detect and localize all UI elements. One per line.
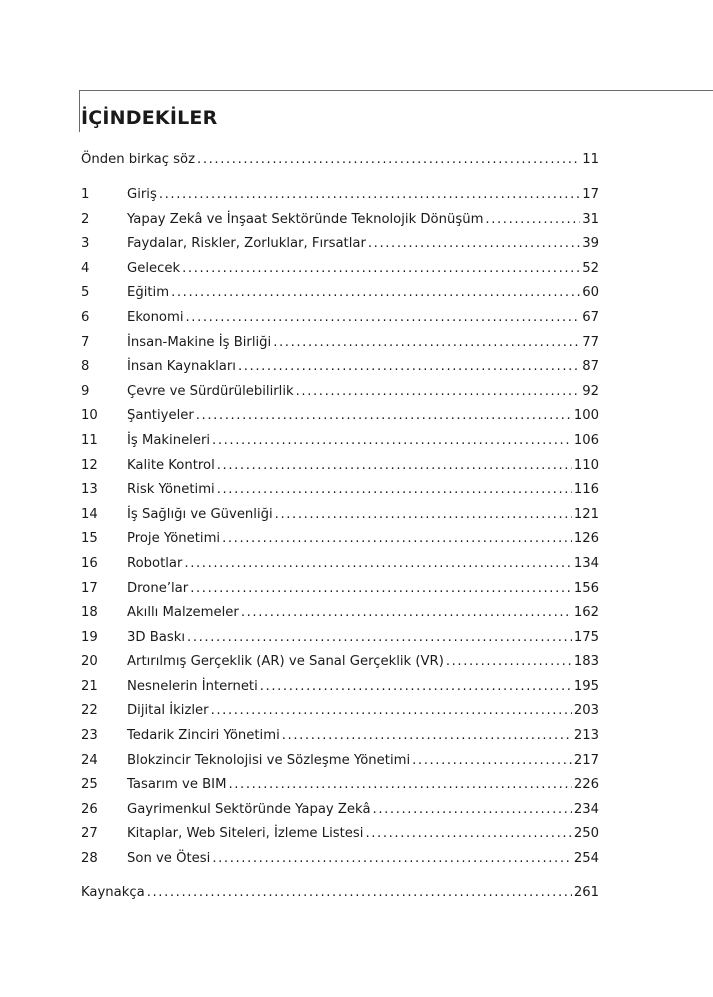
toc-entry-chapter[interactable]	[81, 281, 599, 306]
toc-entry-preface[interactable]	[81, 148, 599, 173]
toc-entry-chapter[interactable]	[81, 822, 599, 847]
toc-entry-page: 261	[573, 885, 599, 900]
toc-entry-number: 27	[81, 826, 98, 842]
toc-entry-page: 195	[573, 678, 599, 694]
toc-entry-number: 4	[81, 260, 90, 276]
toc-entry-page: 162	[573, 605, 599, 621]
toc-entry-label: Proje Yönetimi	[127, 531, 221, 547]
toc-leader-dots	[217, 478, 572, 503]
toc-entry-page: 67	[582, 309, 599, 325]
toc-entry-number: 1	[81, 187, 90, 202]
toc-entry-label: Faydalar, Riskler, Zorluklar, Fırsatlar	[127, 236, 366, 252]
toc-entry-number: 11	[81, 432, 98, 448]
toc-entry-label: İnsan-Makine İş Birliği	[127, 334, 272, 350]
toc-entry-number: 2	[81, 211, 90, 227]
toc-entry-page: 11	[582, 152, 599, 167]
toc-entry-page: 77	[582, 334, 599, 350]
toc-entry-number: 17	[81, 580, 98, 596]
toc-entry-chapter[interactable]	[81, 429, 599, 454]
toc-entry-page: 156	[573, 580, 599, 596]
toc-entry-number: 22	[81, 703, 98, 719]
toc-leader-dots	[186, 306, 581, 331]
toc-entry-chapter[interactable]	[81, 773, 599, 798]
toc-leader-dots	[212, 429, 572, 454]
toc-entry-label: Artırılmış Gerçeklik (AR) ve Sanal Gerçeklik (VR)	[127, 654, 444, 670]
toc-entry-page: 116	[573, 482, 599, 498]
toc-entry-number: 28	[81, 851, 98, 867]
toc-entry-label: Gelecek	[127, 260, 181, 276]
toc-entry-chapter[interactable]	[81, 306, 599, 331]
toc-entry-chapter[interactable]	[81, 257, 599, 282]
toc-leader-dots	[196, 404, 572, 429]
toc-leader-dots	[275, 503, 572, 528]
toc-entry-page: 100	[573, 408, 599, 424]
toc-entry-number: 13	[81, 482, 98, 498]
toc-leader-dots	[187, 626, 572, 651]
toc-leader-dots	[211, 699, 572, 724]
toc-entry-number: 3	[81, 236, 90, 252]
toc-entry-chapter[interactable]	[81, 232, 599, 257]
toc-entry-chapter[interactable]	[81, 355, 599, 380]
toc-entry-label: İş Sağlığı ve Güvenliği	[127, 506, 273, 522]
toc-entry-references[interactable]	[81, 881, 599, 906]
toc-leader-dots	[412, 749, 572, 774]
toc-entry-label: Robotlar	[127, 555, 183, 571]
toc-entry-chapter[interactable]	[81, 724, 599, 749]
toc-entry-page: 60	[582, 285, 599, 301]
toc-entry-label: Tasarım ve BIM	[127, 777, 227, 793]
toc-entry-chapter[interactable]	[81, 527, 599, 552]
toc-entry-label: Risk Yönetimi	[127, 482, 215, 498]
toc-entry-page: 31	[582, 211, 599, 227]
toc-entry-number: 21	[81, 678, 98, 694]
toc-leader-dots	[273, 331, 580, 356]
toc-entry-number: 12	[81, 457, 98, 473]
toc-entry-chapter[interactable]	[81, 331, 599, 356]
toc-entry-label: Yapay Zekâ ve İnşaat Sektöründe Teknolojik Dönüşüm	[127, 211, 484, 227]
toc-entry-page: 121	[573, 506, 599, 522]
toc-entry-label: Nesnelerin İnterneti	[127, 678, 258, 694]
toc-leader-dots	[446, 650, 572, 675]
toc-leader-dots	[217, 454, 572, 479]
toc-entry-number: 20	[81, 654, 98, 670]
toc-leader-dots	[238, 355, 580, 380]
toc-entry-label: Kalite Kontrol	[127, 457, 215, 473]
toc-entry-chapter[interactable]	[81, 749, 599, 774]
toc-entry-chapter[interactable]	[81, 380, 599, 405]
toc-leader-dots	[296, 380, 581, 405]
toc-entry-label: Önden birkaç söz	[81, 152, 196, 167]
toc-entry-page: 110	[573, 457, 599, 473]
toc-entry-label: Dijital İkizler	[127, 703, 209, 719]
toc-leader-dots	[368, 232, 580, 257]
toc-leader-dots	[365, 822, 571, 847]
toc-entry-number: 9	[81, 383, 90, 399]
toc-entry-number: 8	[81, 359, 90, 375]
toc-entry-label: Çevre ve Sürdürülebilirlik	[127, 383, 294, 399]
toc-entry-number: 5	[81, 285, 90, 301]
toc-entry-chapter[interactable]	[81, 552, 599, 577]
toc-entry-label: Giriş	[127, 187, 157, 202]
toc-leader-dots	[190, 577, 572, 602]
toc-entry-page: 92	[582, 383, 599, 399]
toc-entry-label: Drone’lar	[127, 580, 189, 596]
toc-leader-dots	[373, 798, 572, 823]
toc-leader-dots	[241, 601, 572, 626]
toc-entry-chapter[interactable]	[81, 699, 599, 724]
toc-entry-label: Şantiyeler	[127, 408, 194, 424]
toc-entry-chapter[interactable]	[81, 577, 599, 602]
toc-entry-number: 24	[81, 752, 98, 768]
toc-leader-dots	[260, 675, 572, 700]
toc-entry-page: 250	[573, 826, 599, 842]
toc-entry-number: 19	[81, 629, 98, 645]
toc-leader-dots	[197, 148, 580, 173]
toc-entry-page: 254	[573, 851, 599, 867]
toc-leader-dots	[147, 881, 572, 906]
toc-entry-number: 16	[81, 555, 98, 571]
toc-entry-page: 175	[573, 629, 599, 645]
toc-entry-number: 14	[81, 506, 98, 522]
toc-entry-chapter[interactable]	[81, 601, 599, 626]
toc-entry-chapter[interactable]	[81, 675, 599, 700]
toc-entry-chapter[interactable]	[81, 454, 599, 479]
toc-entry-chapter[interactable]	[81, 503, 599, 528]
toc-leader-dots	[171, 281, 580, 306]
toc-entry-label: Akıllı Malzemeler	[127, 605, 239, 621]
toc-entry-chapter[interactable]	[81, 208, 599, 233]
toc-entry-page: 87	[582, 359, 599, 375]
toc-entry-chapter[interactable]	[81, 404, 599, 429]
toc-entry-number: 10	[81, 408, 98, 424]
toc-entry-page: 39	[582, 236, 599, 252]
toc-entry-chapter[interactable]	[81, 798, 599, 823]
toc-entry-chapter[interactable]	[81, 650, 599, 675]
toc-entry-page: 234	[573, 801, 599, 817]
toc-entry-label: Kaynakça	[81, 885, 145, 900]
toc-chapter-list	[81, 183, 599, 872]
toc-leader-dots	[222, 527, 572, 552]
toc-entry-label: Eğitim	[127, 285, 170, 301]
toc-entry-page: 217	[573, 752, 599, 768]
toc-leader-dots	[159, 183, 580, 208]
toc-preface	[81, 148, 599, 173]
toc-entry-page: 17	[582, 187, 599, 202]
toc-entry-number: 15	[81, 531, 98, 547]
toc-leader-dots	[485, 208, 580, 233]
toc-entry-number: 18	[81, 605, 98, 621]
toc-entry-label: İş Makineleri	[127, 432, 211, 448]
toc-entry-page: 126	[573, 531, 599, 547]
toc-leader-dots	[212, 847, 572, 872]
toc-leader-dots	[282, 724, 572, 749]
left-rule	[79, 90, 80, 132]
toc-entry-number: 23	[81, 728, 98, 744]
toc-entry-page: 134	[573, 555, 599, 571]
toc-entry-label: Kitaplar, Web Siteleri, İzleme Listesi	[127, 826, 364, 842]
toc-entry-number: 7	[81, 334, 90, 350]
toc-entry-page: 226	[573, 777, 599, 793]
toc-entry-chapter[interactable]	[81, 626, 599, 651]
toc-entry-label: 3D Baskı	[127, 629, 186, 645]
toc-entry-label: Gayrimenkul Sektöründe Yapay Zekâ	[127, 801, 371, 817]
toc-references	[81, 881, 599, 906]
toc-entry-page: 213	[573, 728, 599, 744]
toc-entry-label: Son ve Ötesi	[127, 851, 211, 867]
toc-entry-chapter[interactable]	[81, 478, 599, 503]
toc-entry-page: 52	[582, 260, 599, 276]
toc-entry-number: 6	[81, 309, 90, 325]
toc-leader-dots	[184, 552, 571, 577]
toc-entry-page: 106	[573, 432, 599, 448]
toc-entry-label: Tedarik Zinciri Yönetimi	[127, 728, 280, 744]
top-rule	[79, 90, 713, 91]
toc-entry-chapter[interactable]	[81, 847, 599, 872]
toc-entry-number: 25	[81, 777, 98, 793]
toc-entry-page: 203	[573, 703, 599, 719]
toc-entry-label: Ekonomi	[127, 309, 184, 325]
toc-leader-dots	[182, 257, 580, 282]
toc-entry-number: 26	[81, 801, 98, 817]
toc-entry-label: Blokzincir Teknolojisi ve Sözleşme Yönetimi	[127, 752, 411, 768]
toc-entry-page: 183	[573, 654, 599, 670]
toc-leader-dots	[228, 773, 571, 798]
toc-entry-label: İnsan Kaynakları	[127, 359, 236, 375]
toc-entry-chapter[interactable]	[81, 183, 599, 208]
page-title: İÇİNDEKİLER	[81, 107, 218, 129]
